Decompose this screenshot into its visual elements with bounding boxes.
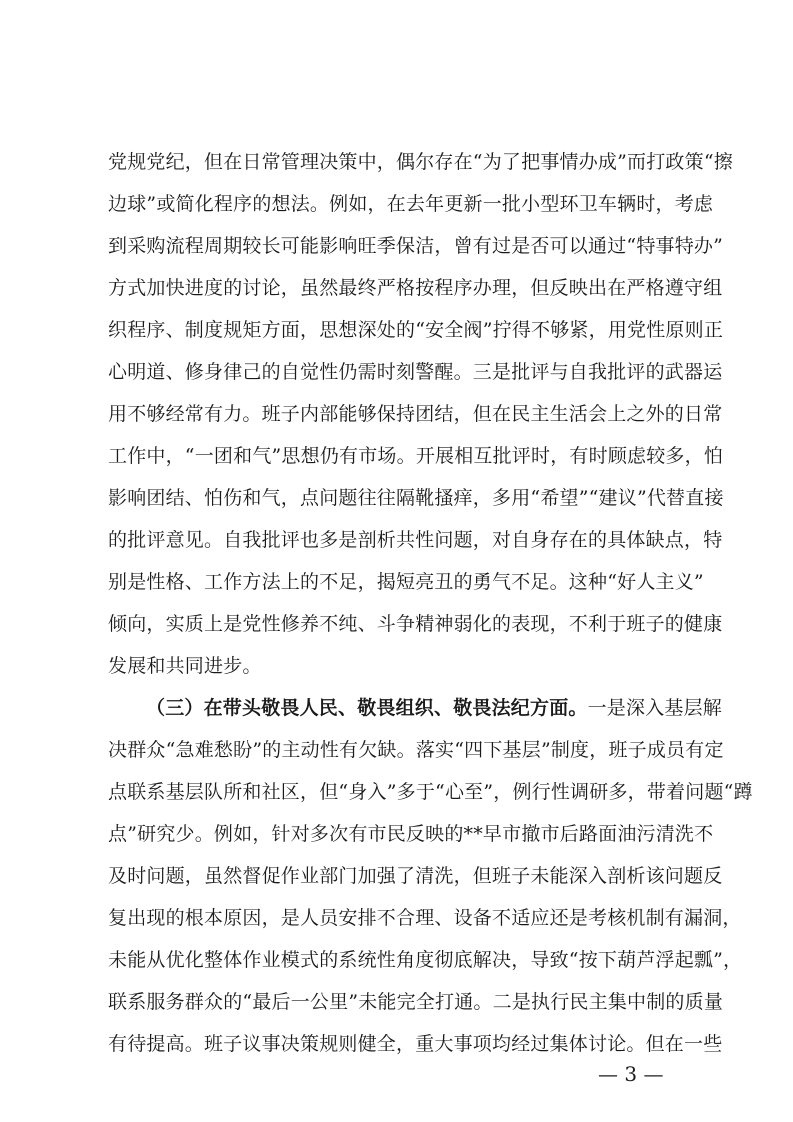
section-heading: （三）在带头敬畏人民、敬畏组织、敬畏法纪方面。	[146, 697, 588, 719]
body-line: 决群众“急难愁盼”的主动性有欠缺。落实“四下基层”制度，班子成员有定	[108, 739, 724, 761]
body-line: 别是性格、工作方法上的不足，揭短亮丑的勇气不足。这种“好人主义”	[108, 571, 704, 593]
body-line: 到采购流程周期较长可能影响旺季保洁，曾有过是否可以通过“特事特办”	[108, 235, 724, 257]
body-line: 点”研究少。例如，针对多次有市民反映的**早市撤市后路面油污清洗不	[108, 823, 714, 845]
section-heading-line	[146, 696, 723, 720]
body-line: 党规党纪，但在日常管理决策中，偶尔存在“为了把事情办成”而打政策“擦	[108, 151, 733, 173]
body-line: 发展和共同进步。	[108, 655, 262, 677]
body-line: 及时问题，虽然督促作业部门加强了清洗，但班子未能深入剖析该问题反	[108, 865, 723, 887]
body-line: 点联系基层队所和社区，但“身入”多于“心至”，例行性调研多，带着问题“蹲	[108, 781, 753, 803]
body-line: 织程序、制度规矩方面，思想深处的“安全阀”拧得不够紧，用党性原则正	[108, 319, 724, 341]
body-line: 倾向，实质上是党性修养不纯、斗争精神弱化的表现，不利于班子的健康	[108, 613, 723, 635]
body-line: 的批评意见。自我批评也多是剖析共性问题，对自身存在的具体缺点，特	[108, 529, 723, 551]
body-line: 方式加快进度的讨论，虽然最终严格按程序办理，但反映出在严格遵守组	[108, 277, 723, 299]
body-line: 心明道、修身律己的自觉性仍需时刻警醒。三是批评与自我批评的武器运	[108, 361, 723, 383]
body-line: 边球”或简化程序的想法。例如，在去年更新一批小型环卫车辆时，考虑	[108, 193, 714, 215]
body-line: 工作中，“一团和气”思想仍有市场。开展相互批评时，有时顾虑较多，怕	[108, 445, 724, 467]
body-line: 影响团结、怕伤和气，点问题往往隔靴搔痒，多用“希望”“建议”代替直接	[108, 487, 724, 509]
body-line: 未能从优化整体作业模式的系统性角度彻底解决，导致“按下葫芦浮起瓢”，	[108, 949, 743, 971]
body-line: 有待提高。班子议事决策规则健全，重大事项均经过集体讨论。但在一些	[108, 1033, 723, 1055]
page-number: — 3 —	[598, 1062, 664, 1086]
body-line: 用不够经常有力。班子内部能够保持团结，但在民主生活会上之外的日常	[108, 403, 723, 425]
section-heading-rest: 一是深入基层解	[587, 697, 723, 719]
body-line: 复出现的根本原因，是人员安排不合理、设备不适应还是考核机制有漏洞，	[108, 907, 742, 929]
body-line: 联系服务群众的“最后一公里”未能完全打通。二是执行民主集中制的质量	[108, 991, 724, 1013]
